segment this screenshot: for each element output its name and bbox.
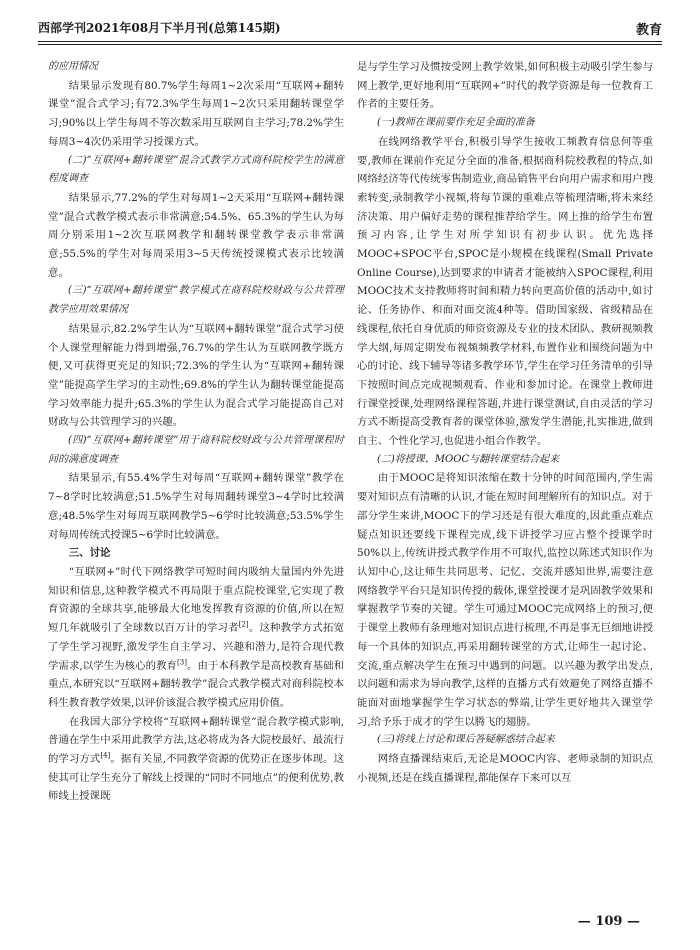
subsection-heading: (一)教师在课前要作充足全面的准备: [377, 117, 535, 129]
header-rule-top: [38, 41, 662, 42]
running-header: [38, 19, 662, 39]
continued-paragraph: 是与学生学习及惯按受网上教学效果,如何积极主动吸引学生参与网上教学,更好地利用“互联网+”时代的教学资源是每一位教育工作者的主要任务。: [357, 61, 653, 111]
subsection-heading: (三)将线上讨论和课后答疑解惑结合起来: [377, 734, 555, 746]
paragraph: 在我国大部分学校将“互联网+翻转课堂”混合教学模式影响,普通在学生中采用此教学方法,这必将成为各大院校最好、最流行的学习方式[4]。据有关显,不同教学资源的优势正在逐步体现。这使其可让学生充分了解线上授课的“同时不同地点”的便利优势,教师线上授课既: [48, 715, 344, 803]
section-heading: 三、讨论: [68, 547, 111, 560]
paragraph: “互联网+”时代下网络教学可短时间内吸纳大量国内外先进知识和信息,这种教学模式不再局限于重点院校课堂,它实现了教育资源的全球共享,能够最大化地发挥教育资源的价值,所以在短短几年就吸引了全球数以百万计的学习者[2]。这种教学方式拓宽了学生学习视野,激发学生自主学习、兴趣和潜力,是符合现代教学需求,以学生为核心的教育[3]。由于本科教学是高校教育基础和重点,本研究以“互联网+翻转教学”混合式教学模式对商科院校本科生教育教学效果,以评价该混合教学模式应用价值。: [48, 565, 344, 709]
journal-issue-title: 西部学刊2021年08月下半月刊(总第145期): [38, 21, 281, 35]
continued-heading: 的应用情况: [48, 61, 98, 72]
header-rule-bottom: [38, 44, 662, 45]
right-column: [357, 58, 653, 787]
citation-marker: [2]: [238, 620, 249, 629]
section-label: 教育: [635, 23, 662, 38]
paragraph: 网络直播课结束后,无论是MOOC内容、老师录制的知识点小视频,还是在线直播课程,都能保存下来可以互: [357, 753, 653, 784]
subsection-heading: (二)将授课、MOOC与翻转课堂结合起来: [377, 453, 560, 465]
paragraph: 结果显示发现有80.7%学生每周1~2次采用“互联网+翻转课堂”混合式学习;有72.3%学生每周1~2次只采用翻转课堂学习;90%以上学生每周不等次数采用互联网自主学习;78.2%学生每周3~4次仍采用学习授课方式。: [48, 79, 344, 148]
paragraph: 结果显示,82.2%学生认为“互联网+翻转课堂”混合式学习使个人课堂理解能力得到增强,76.7%的学生认为互联网教学既方便,又可获得更充足的知识;72.3%的学生认为“互联网+翻转课堂”能提高学生学习的主动性;69.8%的学生认为翻转课堂能提高学习效率能力提升;65.3%的学生认为混合式学习能提高自己对财政与公共管理学习的兴趣。: [48, 322, 344, 429]
subsection-heading: (三)“互联网+翻转课堂”教学模式在商科院校财政与公共管理教学应用效果情况: [48, 285, 344, 316]
paragraph: 由于MOOC是将知识浓缩在数十分钟的时间范围内,学生需要对知识点有清晰的认识,才能在短时间理解所有的知识点。对于部分学生来讲,MOOC下的学习还是有很大难度的,因此重点难点疑点知识还要线下课程完成,线下讲授学习应占整个授课学时50%以上,传统讲授式教学作用不可取代,监控以陈述式知识作为认知中心,这让师生共同思考、记忆、交流并感知世界,需要注意网络教学平台只是知识传授的载体,课堂授课才是巩固教学效果和掌握教学节奏的关键。学生可通过MOOC完成网络上的预习,便于课堂上教师有条理地对知识点进行梳理,不再是事无巨细地讲授每一个具体的知识点,再采用翻转课堂的方式,让师生一起讨论、交流,重点解决学生在预习中遇到的问题。以兴趣为教学出发点,以问题和需求为导向教学,这样的直播方式有效避免了网络直播不能面对面地掌握学生学习状态的弊端,让学生更好地共入课堂学习,给予乐于成才的学生以腾飞的翅膀。: [357, 472, 653, 728]
citation-marker: [4]: [100, 751, 111, 760]
paragraph: 结果显示,77.2%的学生对每周1~2天采用“互联网+翻转课堂”混合式教学模式表示非常满意;54.5%、65.3%的学生认为每周分别采用1~2次互联网教学和翻转课堂教学表示非常满意;55.5%的学生对每周采用3~5天传统授课模式表示比较满意。: [48, 191, 344, 279]
paragraph: 结果显示,有55.4%学生对每周“互联网+翻转课堂”教学在7~8学时比较满意;51.5%学生对每周翻转课堂3~4学时比较满意;48.5%学生对每周互联网教学5~6学时比较满意;53.5%学生对每周传统式授课5~6学时比较满意。: [48, 472, 344, 541]
subsection-heading: (二)“互联网+翻转课堂”混合式教学方式商科院校学生的满意程度调查: [48, 154, 344, 185]
citation-marker: [3]: [177, 658, 187, 667]
paragraph: 在线网络教学平台,积极引导学生接收工频教育信息何等重要,教师在课前作充足分全面的准备,根据商科院校教程的特点,如网络经济等代传统零售制造业,商品销售平台向用户需求和用户搜索转变,录制教学小视频,将每节课的重难点等梳理清晰,将未来经济决策、用户偏好走势的课程推荐给学生。网上推的给学生布置预习内容,让学生对所学知识有初步认识。优先选择MOOC+SPOC平台,SPOC是小规模在线课程(Small Private Online Course),达到要求的申请者才能被纳入SPOC课程,利用MOOC技术支持教师将时间和精力转向更高价值的活动中,如讨论、任务协作、和面对面交流4种等。借助国家级、省级精品在线课程,依托自身优质的师资资源及专业的技术团队、教研视频教学大纲,每周定期发布视频频教学材料,布置作业和围绕问题为中心的讨论、线下辅导等诸多教学环节,学生在学习任务清单的引导下按照时间点完成视频观看、作业和参加讨论。在课堂上教师进行课堂授课,处理网络课程答题,并进行课堂测试,自由灵活的学习方式不断提高受教育者的课堂体验,激发学生潜能,扎实推进,做到自主、个性化学习,也促进小组合作教学。: [357, 135, 653, 448]
left-column: [48, 58, 344, 806]
subsection-heading: (四)“互联网+翻转课堂”用于商科院校财政与公共管理课程时间的满意度调查: [48, 435, 344, 465]
page-number: — 109 —: [577, 914, 640, 929]
